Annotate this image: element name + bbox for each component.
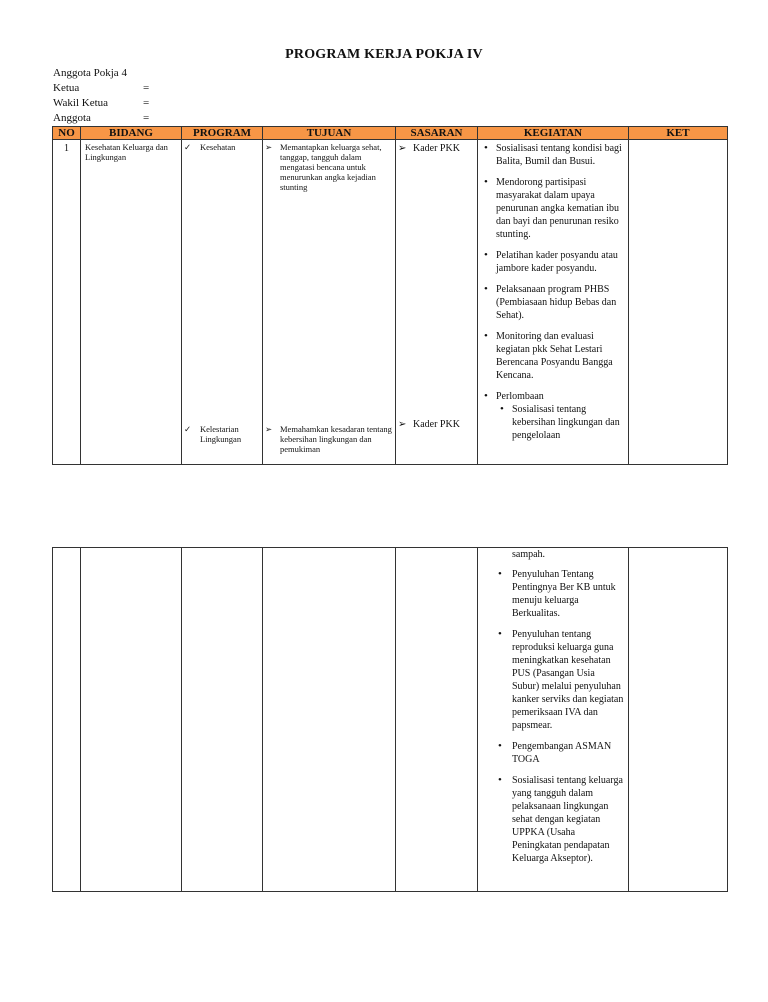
arrowhead-bullet-icon: ➢ <box>398 419 407 430</box>
cell-bidang <box>81 548 182 892</box>
list-item: • Sosialisasi tentang kebersihan lingkungan dan pengelolaan <box>496 403 624 442</box>
sasaran-2: Kader PKK <box>413 419 460 430</box>
perlombaan-label: Perlombaan <box>496 391 544 402</box>
kegiatan-list <box>480 568 624 865</box>
header-tujuan: TUJUAN <box>263 127 396 140</box>
list-item: • Sosialisasi tentang kondisi bagi Balita, Bumil dan Busui. <box>480 142 624 168</box>
list-item: • Mendorong partisipasi masyarakat dalam upaya penurunan angka kematian ibu dan bayi dan penurunan resiko stunting. <box>480 176 624 241</box>
cell-sasaran <box>396 548 478 892</box>
header-kegiatan: KEGIATAN <box>478 127 629 140</box>
cell-sasaran <box>396 140 478 465</box>
table-row <box>53 140 728 465</box>
list-item: • Sosialisasi tentang keluarga yang tangguh dalam pelaksanaan lingkungan sehat dengan kegiatan UPPKA (Usaha Peningkatan pendapatan Keluarga Akseptor). <box>480 774 624 865</box>
header-sasaran: SASARAN <box>396 127 478 140</box>
check-mark-icon: ✓ <box>184 424 192 434</box>
page-title: PROGRAM KERJA POKJA IV <box>285 47 483 62</box>
check-mark-icon: ✓ <box>184 142 192 152</box>
cell-program <box>182 548 263 892</box>
wakil-ketua-row <box>53 96 149 111</box>
sasaran-item <box>398 142 475 155</box>
anggota-row <box>53 111 149 126</box>
cell-bidang <box>81 140 182 465</box>
program-table-continued <box>52 547 728 892</box>
list-item: • Pengembangan ASMAN TOGA <box>480 740 624 766</box>
table-header-row <box>53 127 728 140</box>
program-kelestarian: Kelestarian Lingkungan <box>200 424 242 444</box>
kegiatan-list <box>480 142 624 442</box>
tujuan-kelestarian: Memahamkan kesadaran tentang kebersihan lingkungan dan pemukiman <box>280 424 392 454</box>
sasaran-1: Kader PKK <box>413 143 460 154</box>
bidang-text: Kesehatan Keluarga dan Lingkungan <box>85 142 168 162</box>
wakil-ketua-label: Wakil Ketua <box>53 97 109 109</box>
header-no: NO <box>53 127 81 140</box>
sub-kegiatan-list <box>496 403 624 442</box>
tujuan-item <box>265 424 393 454</box>
program-item <box>184 142 260 152</box>
cell-kegiatan <box>478 140 629 465</box>
list-item: • Penyuluhan Tentang Pentingnya Ber KB untuk menuju keluarga Berkualitas. <box>480 568 624 620</box>
list-item: • Monitoring dan evaluasi kegiatan pkk Sehat Lestari Berencana Posyandu Bangga Kencana. <box>480 330 624 382</box>
table-row <box>53 548 728 892</box>
list-item <box>480 390 624 442</box>
header-program: PROGRAM <box>182 127 263 140</box>
cell-ket <box>629 548 728 892</box>
program-table <box>52 126 728 465</box>
arrowhead-bullet-icon: ➢ <box>398 143 407 154</box>
cell-no: 1 <box>53 140 81 465</box>
anggota-label: Anggota <box>53 112 91 124</box>
ketua-label: Ketua <box>53 82 80 94</box>
anggota-sign: = <box>143 112 150 124</box>
cell-tujuan <box>263 548 396 892</box>
header-ket: KET <box>629 127 728 140</box>
cell-no <box>53 548 81 892</box>
sasaran-item <box>398 418 460 431</box>
tujuan-kesehatan: Memantapkan keluarga sehat, tanggap, tangguh dalam mengatasi bencana untuk menurunkan angka kejadian stunting <box>280 142 382 192</box>
list-item: • Pelaksanaan program PHBS (Pembiasaan hidup Bebas dan Sehat). <box>480 283 624 322</box>
program-kesehatan: Kesehatan <box>200 142 236 152</box>
cell-ket <box>629 140 728 465</box>
wakil-ketua-sign: = <box>143 97 150 109</box>
list-item: • Penyuluhan tentang reproduksi keluarga guna meningkatkan kesehatan PUS (Pasangan Usia Subur) melalui penyuluhan kanker serviks dan kegiatan pemeriksaan IVA dan papsmear. <box>480 628 624 732</box>
continuation-text: sampah. <box>512 549 546 560</box>
arrowhead-bullet-icon: ➢ <box>265 424 273 434</box>
cell-tujuan <box>263 140 396 465</box>
ketua-sign: = <box>143 82 150 94</box>
header-bidang: BIDANG <box>81 127 182 140</box>
anggota-pokja-label: Anggota Pokja 4 <box>53 67 127 79</box>
cell-program <box>182 140 263 465</box>
tujuan-item <box>265 142 393 192</box>
program-item <box>184 424 262 444</box>
arrowhead-bullet-icon: ➢ <box>265 142 273 152</box>
list-item: • Pelatihan kader posyandu atau jambore kader posyandu. <box>480 249 624 275</box>
cell-kegiatan <box>478 548 629 892</box>
ketua-row <box>53 81 149 96</box>
